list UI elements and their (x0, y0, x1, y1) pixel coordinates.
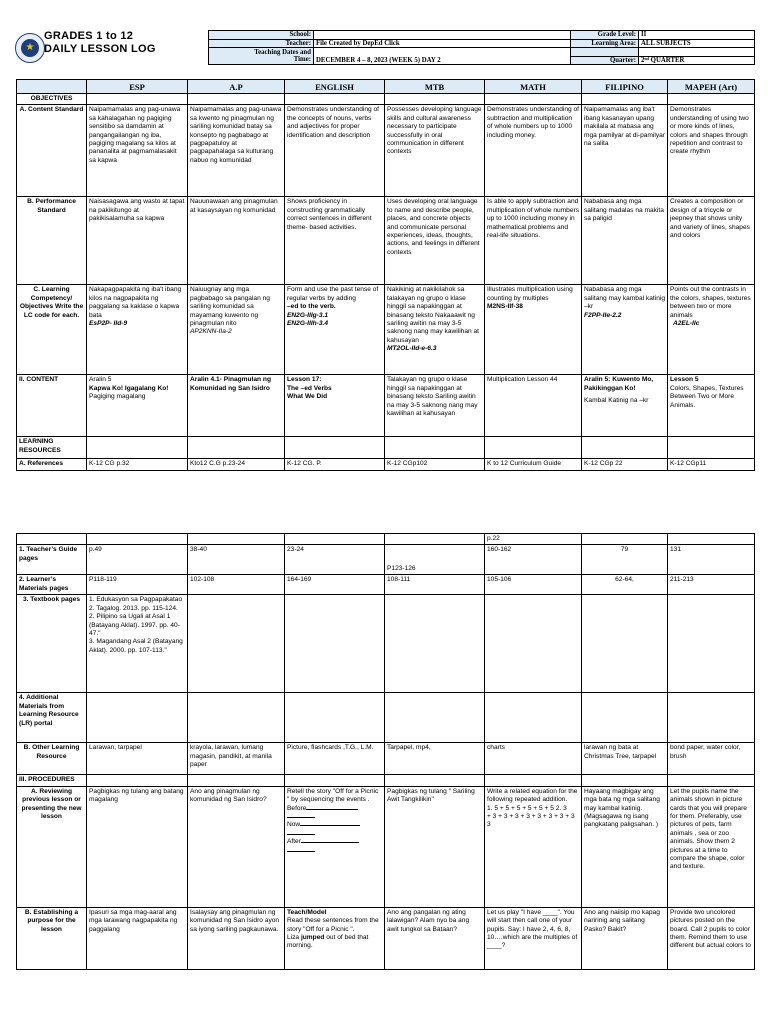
content-filipino (582, 375, 668, 437)
now-label: Now (287, 821, 301, 829)
reviewing-math-eq-3: 3 (487, 821, 491, 829)
content-esp (87, 375, 188, 437)
performance-standard-ap: Nauunawaan ang pinagmulan at kasaysayan ng komunidad (188, 197, 285, 285)
reviewing-mapeh: Let the pupils name the animals shown in picture cards that you will prepare for them. Preferably, use pictures of pets, farm animals , sea or zoo animals. Show them 2 pictures at a time to compare the shape, color and texture. (668, 786, 755, 907)
learning-resources-label: LEARNING RESOURCES (17, 437, 87, 459)
empty-cell (285, 437, 385, 459)
content-math: Multiplication Lesson 44 (485, 375, 582, 437)
content-standard-label: A. Content Standard (17, 105, 87, 197)
col-header-english: ENGLISH (285, 80, 385, 94)
empty-cell (188, 534, 285, 545)
empty-cell (668, 534, 755, 545)
empty-cell (385, 775, 485, 786)
teachers-guide-filipino: 79 (582, 545, 668, 575)
quarter-label: Quarter: (571, 56, 639, 65)
content-mapeh-rest: Colors, Shapes, Textures Between Two or More Animals. (670, 384, 744, 409)
now-blank (300, 825, 360, 826)
performance-standard-filipino: Nababasa ang mga salitang madalas na makita sa paligid (582, 197, 668, 285)
establishing-esp: Ipasuri sa mga mag-aaral ang mga larawang nagpapakita ng paggalang (87, 907, 188, 969)
after-line (287, 838, 382, 846)
empty-cell (582, 534, 668, 545)
learners-materials-math: 105-106 (485, 575, 582, 595)
empty-cell (385, 693, 485, 743)
reference-filipino: K-12 CGp 22 (582, 459, 668, 470)
competency-filipino-code: F2PP-IIe-2.2 (584, 311, 622, 319)
establishing-english-text: Read these sentences from the story "Off for a Picnic ". (287, 917, 379, 933)
before-line (287, 805, 382, 813)
empty-cell (285, 775, 385, 786)
empty-cell (485, 437, 582, 459)
content-esp-rest: Pagiging magalang (89, 393, 146, 401)
empty-cell (188, 437, 285, 459)
empty-cell (385, 534, 485, 545)
title-line-1: GRADES 1 to 12 (44, 30, 134, 42)
content-mapeh (668, 375, 755, 437)
competency-filipino-text: Nababasa ang mga salitang may kambal katinig –kr (584, 286, 665, 311)
blank-line (287, 834, 315, 835)
references-label: A. References (17, 459, 87, 470)
content-filipino-rest: Kambal Katinig na –kr (584, 397, 649, 405)
performance-standard-mtb: Uses developing oral language to name and describe people, places, and concrete objects and communicate personal experiences, ideas, thoughts, actions, and feelings in different contexts (385, 197, 485, 285)
learning-area-value: ALL SUBJECTS (639, 39, 755, 48)
empty-cell (668, 693, 755, 743)
reference-english: K-12 CG. P. (285, 459, 385, 470)
content-standard-ap: Naipamamalas ang pag-unawa sa kwento ng pinagmulan ng sariling komunidad batay sa konsepto ng pagbabago at pagpapatuloy at pagpapahalaga sa kulturang nabuo ng komunidad (188, 105, 285, 197)
teaching-dates-value: DECEMBER 4 – 8, 2023 (WEEK 5) DAY 2 (314, 48, 571, 65)
teachers-guide-esp: p.49 (87, 545, 188, 575)
teaching-dates-label-line2: Time: (293, 56, 311, 64)
after-label: After (287, 838, 301, 846)
spacer-cell (639, 48, 755, 57)
competency-esp (87, 285, 188, 375)
competency-mtb-code: MT2OL-IId-e-6.3 (387, 345, 437, 353)
empty-cell (485, 595, 582, 693)
reviewing-math-eq-1: 1. 5 + 5 + 5 + 5 + 5 + 5 2. 3 (487, 804, 567, 812)
empty-cell (87, 693, 188, 743)
grade-level-value: II (639, 31, 755, 40)
competency-mtb-text: Nakikinig at nakikilahok sa talakayan ng grupo o klase hinggil sa napakinggan at binasang teksto Nakaaawit ng sariling awitin na may 3-5 saknong nang may kawilihan at kahusayan (387, 286, 480, 344)
content-label: II. CONTENT (17, 375, 87, 437)
empty-cell (385, 94, 485, 105)
now-blank-2 (287, 830, 382, 838)
competency-math (485, 285, 582, 375)
teaching-dates-label (209, 48, 314, 65)
establishing-filipino: Ano ang naiisip mo kapag naririnig ang salitang Pasko? Bakit? (582, 907, 668, 969)
reference-ap: Kto12 C.G p.23-24 (188, 459, 285, 470)
objectives-label: OBJECTIVES (17, 94, 87, 105)
empty-cell (668, 595, 755, 693)
competency-english-text: Form and use the past tense of regular verbs by adding (287, 286, 379, 302)
empty-cell (87, 534, 188, 545)
empty-cell (582, 775, 668, 786)
reference-mtb: K-12 CGp102 (385, 459, 485, 470)
establishing-mtb: Ano ang pangalan ng ating lalawigan? Alam nyo ba ang awit tungkol sa Bataan? (385, 907, 485, 969)
empty-cell (485, 94, 582, 105)
empty-cell (285, 94, 385, 105)
learners-materials-english: 164-169 (285, 575, 385, 595)
col-header-ap: A.P (188, 80, 285, 94)
establishing-ap: Isalaysay ang pinagmulan ng komunidad ng San Isidro ayon sa iyong sariling pagkaunawa. (188, 907, 285, 969)
col-header-mapeh: MAPEH (Art) (668, 80, 755, 94)
content-ap: Aralin 4.1- Pinagmulan ng Komunidad ng San Isidro (188, 375, 285, 437)
competency-english-code-1: EN2G-IIIg-3.1 (287, 311, 329, 319)
before-blank-2 (287, 813, 382, 821)
empty-cell (188, 94, 285, 105)
sentence-post: out of bed that morning. (287, 934, 369, 950)
col-header-filipino: FILIPINO (582, 80, 668, 94)
col-header-mtb: MTB (385, 80, 485, 94)
reference-esp: K-12 CG p.32 (87, 459, 188, 470)
title-line-2: DAILY LESSON LOG (44, 43, 156, 55)
spacer-cell (571, 48, 639, 57)
establishing-mapeh: Provide two uncolored pictures posted on the board. Call 2 pupils to color them. Remind them to use different but actual colors to (668, 907, 755, 969)
content-mtb: Talakayan ng grupo o klase hinggil sa napakinggan at binasang teksto Sariling awitin na may 3-5 saknong nang may kawilihan at kahusayan (385, 375, 485, 437)
empty-cell (485, 775, 582, 786)
learners-materials-label: 2. Learner’s Materials pages (17, 575, 87, 595)
teaching-dates-label-line1: Teaching Dates and (254, 48, 311, 56)
empty-cell (582, 693, 668, 743)
content-standard-english: Demonstrates understanding of the concepts of nouns, verbs and adjectives for proper identification and description (285, 105, 385, 197)
reviewing-math-text: Write a related equation for the following repeated addition. (487, 787, 578, 804)
content-filipino-title: Aralin 5: Kuwento Mo, Pakikinggan Ko! (584, 376, 654, 392)
blank-line (287, 851, 315, 852)
teachers-guide-mapeh: 131 (668, 545, 755, 575)
content-standard-filipino: Naipamamalas ang iba't ibang kasanayan upang makilala at mabasa ang mga pamilyar at di-pamilyar na salita (582, 105, 668, 197)
before-blank (306, 809, 358, 810)
empty-cell (582, 437, 668, 459)
lesson-table-page-1 (16, 79, 755, 471)
competency-mapeh-text: Points out the contrasts in the colors, shapes, textures between two or more animals (670, 286, 751, 319)
competency-ap-code: AP2KNN-IIa-2 (190, 328, 232, 336)
learners-materials-esp: P118-119 (87, 575, 188, 595)
reviewing-english-intro: Retell the story "Off for a Picnic " by sequencing the events . (287, 787, 379, 804)
establishing-label: B. Establishing a purpose for the lesson (17, 907, 87, 969)
performance-standard-mapeh: Creates a composition or design of a tricycle or jeepney that shows unity and variety of lines, shapes and colors (668, 197, 755, 285)
additional-materials-label: 4. Additional Materials from Learning Resource (LR) portal (17, 693, 87, 743)
competency-mapeh (668, 285, 755, 375)
empty-cell (485, 693, 582, 743)
content-mapeh-title: Lesson 5 (670, 376, 699, 384)
empty-cell (188, 595, 285, 693)
empty-cell (582, 595, 668, 693)
deped-logo (15, 33, 45, 63)
reviewing-english (285, 786, 385, 907)
textbook-ref-3: 3. Magandang Asal 2 (Batayang Aklat). 2000. pp. 107-113." (89, 638, 183, 654)
other-resources-label: B. Other Learning Resource (17, 743, 87, 775)
after-blank (301, 842, 359, 843)
learning-competency-label: C. Learning Competency/ Objectives Write the LC code for each. (17, 285, 87, 375)
competency-english (285, 285, 385, 375)
empty-cell (87, 437, 188, 459)
reviewing-esp: Pagbigkas ng tulang ang batang magalang (87, 786, 188, 907)
empty-cell (668, 775, 755, 786)
reviewing-filipino: Hayaang magbigay ang mga bata ng mga salitang may kambal katinig. (Magsagawa ng isang pangkatang paligsahan. ) (582, 786, 668, 907)
empty-cell (285, 595, 385, 693)
col-header-math: MATH (485, 80, 582, 94)
establishing-math: Let us play "I have ____". You will start then call one of your pupils. Say: I have 2, 4, 6, 8, 10….which are the multiples of ____? (485, 907, 582, 969)
other-resources-english: Picture, flashcards ,T.G., L.M. (285, 743, 385, 775)
learning-area-label: Learning Area: (571, 39, 639, 48)
establishing-english-sentence (287, 934, 382, 951)
empty-cell (17, 534, 87, 545)
learners-materials-ap: 102-108 (188, 575, 285, 595)
empty-cell (285, 693, 385, 743)
teachers-guide-ap: 38-40 (188, 545, 285, 575)
grade-level-label: Grade Level: (571, 31, 639, 40)
content-english-sub-2: What We Did (287, 393, 328, 401)
empty-cell (188, 775, 285, 786)
content-esp-title: Aralin 5 (89, 376, 112, 384)
empty-cell (385, 595, 485, 693)
blank-line (287, 817, 315, 818)
reviewing-math (485, 786, 582, 907)
other-resources-mtb: Tarpapel, mp4, (385, 743, 485, 775)
header-info-table (208, 30, 755, 65)
competency-english-suffix: –ed to the verb. (287, 303, 336, 311)
school-value (314, 31, 571, 40)
establishing-english-title: Teach/Model (287, 908, 327, 916)
empty-cell (285, 534, 385, 545)
competency-ap-text: Naiuugnay ang mga pagbabago sa pangalan ng sariling komunidad sa mayamang kuwento ng pinagmulan nito (190, 286, 270, 328)
content-english-sub-1: The –ed Verbs (287, 384, 332, 392)
content-standard-mtb: Possesses developing language skills and cultural awareness necessary to participate successfully in oral communication in different contexts (385, 105, 485, 197)
textbook-esp (87, 595, 188, 693)
competency-math-text: Illustrates multiplication using counting by multiples (487, 286, 573, 302)
sentence-pre: Liza (287, 934, 301, 942)
teachers-guide-overflow: p.22 (485, 534, 582, 545)
after-blank-2 (287, 847, 382, 855)
empty-cell (668, 437, 755, 459)
content-standard-esp: Naipamamalas ang pag-unawa sa kahalagahan ng pagiging sensitibo sa damdamin at pangangailangan ng iba, pagiging magalang sa kilos at pananalita at pagmamalasakit sa kapwa (87, 105, 188, 197)
reviewing-math-eq-2: + 3 + 3 + 3 + 3 + 3 + 3 + 3 + 3 (487, 813, 575, 821)
competency-english-code-2: EN2G-IIIh-3.4 (287, 320, 329, 328)
competency-ap (188, 285, 285, 375)
teachers-guide-math: 160-162 (485, 545, 582, 575)
empty-cell (385, 437, 485, 459)
before-label: Before (287, 804, 307, 812)
reviewing-ap: Ano ang pinagmulan ng komunidad ng San Isidro? (188, 786, 285, 907)
empty-cell (582, 94, 668, 105)
textbook-ref-1: 1. Edukasyon sa Pagpapakatao 2. Tagalog. 2013. pp. 115-124. (89, 596, 183, 612)
learners-materials-mapeh: 211-213 (668, 575, 755, 595)
reference-math: K to 12 Curriculum Guide (485, 459, 582, 470)
competency-mapeh-code: A2EL-IIc (673, 320, 700, 328)
col-header-esp: ESP (87, 80, 188, 94)
competency-esp-code: EsP2P- IId-9 (89, 320, 128, 328)
content-english (285, 375, 385, 437)
teachers-guide-mtb: P123-126 (385, 545, 485, 575)
procedures-label: III. PROCEDURES (17, 775, 87, 786)
content-standard-mapeh: Demonstrates understanding of using two or more kinds of lines, colors and shapes through repetition and contrast to create rhythm (668, 105, 755, 197)
teacher-value: File Created by DepEd Click (314, 39, 571, 48)
teachers-guide-english: 23-24 (285, 545, 385, 575)
textbook-ref-2: 2. Pilipino sa Ugali at Asal 1 (Batayang Aklat). 1997. pp. 40- (89, 613, 180, 629)
seal-star-icon: ★ (25, 42, 35, 53)
competency-mtb (385, 285, 485, 375)
textbook-label: 3. Textbook pages (17, 595, 87, 693)
empty-cell (188, 693, 285, 743)
competency-esp-text: Nakapagpapakita ng iba't ibang kilos na nagpapakita ng paggalang sa kaklase o kapwa bata (89, 286, 182, 319)
empty-cell (668, 94, 755, 105)
form-title (44, 30, 208, 64)
other-resources-esp: Larawan, tarpapel (87, 743, 188, 775)
performance-standard-esp: Naisasagawa ang wasto at tapat na pakikitungo at pakikisalamuha sa kapwa (87, 197, 188, 285)
reviewing-label: A. Reviewing previous lesson or presenting the new lesson (17, 786, 87, 907)
sentence-verb: jumped (300, 934, 325, 942)
other-resources-ap: krayola, larawan, lumang magasin, pandikit, at manila paper (188, 743, 285, 775)
empty-cell (87, 775, 188, 786)
performance-standard-math: Is able to apply subtraction and multiplication of whole numbers up to 1000 including money in mathematical problems and real-life situations. (485, 197, 582, 285)
empty-cell (87, 94, 188, 105)
other-resources-filipino: larawan ng bata at Christmas Tree, tarpapel (582, 743, 668, 775)
now-line (287, 821, 382, 829)
learners-materials-filipino: 62-64, (582, 575, 668, 595)
establishing-english (285, 907, 385, 969)
teachers-guide-label: 1. Teacher’s Guide pages (17, 545, 87, 575)
content-esp-subtitle: Kapwa Ko! Igagalang Ko! (89, 384, 169, 392)
other-resources-math: charts (485, 743, 582, 775)
reference-mapeh: K-12 CGp11 (668, 459, 755, 470)
performance-standard-label: B. Performance Standard (17, 197, 87, 285)
corner-cell (17, 80, 87, 94)
reviewing-mtb: Pagbigkas ng tulang " Sariling Awit Tangkilikin" (385, 786, 485, 907)
learners-materials-mtb: 108-111 (385, 575, 485, 595)
competency-math-code: M2NS-IIf-38 (487, 303, 523, 311)
textbook-ref-2-cont: 47." (89, 630, 101, 638)
other-resources-mapeh: bond paper, water color, brush (668, 743, 755, 775)
lesson-table-page-2 (16, 533, 755, 970)
content-standard-math: Demonstrates understanding of subtraction and multiplication of whole numbers up to 1000 including money. (485, 105, 582, 197)
quarter-value: 2ⁿᵈ QUARTER (639, 56, 755, 65)
content-english-title: Lesson 17: (287, 376, 322, 384)
teacher-label: Teacher: (209, 39, 314, 48)
performance-standard-english: Shows proficiency in constructing grammatically correct sentences in different theme- based activities. (285, 197, 385, 285)
competency-filipino (582, 285, 668, 375)
school-label: School: (209, 31, 314, 40)
